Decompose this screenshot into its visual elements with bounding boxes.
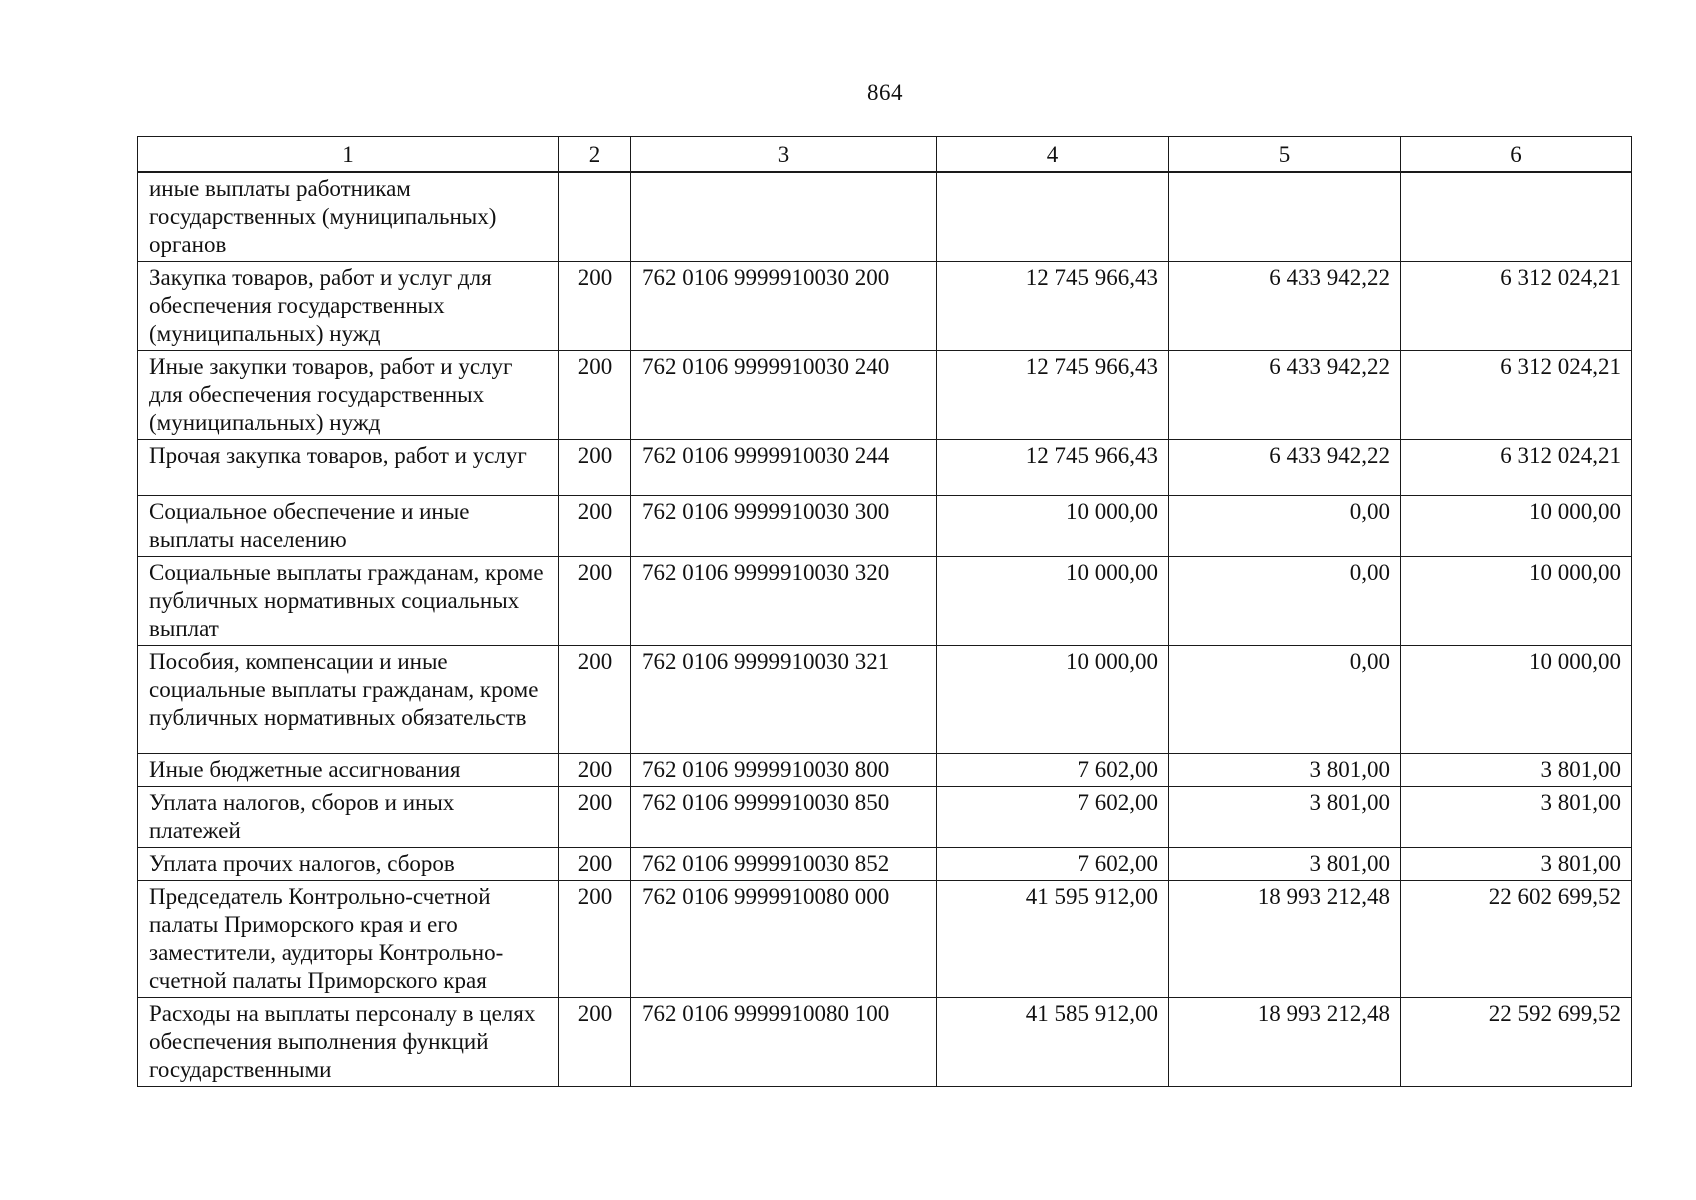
row-value-col5: 0,00 [1169, 496, 1401, 557]
column-header: 1 [138, 137, 559, 173]
row-value-col5: 18 993 212,48 [1169, 998, 1401, 1087]
table-row [138, 557, 1632, 646]
row-code-cell: 762 0106 9999910030 850 [631, 787, 937, 848]
row-code-cell: 762 0106 9999910080 000 [631, 881, 937, 998]
row-name-cell: Социальное обеспечение и иные выплаты населению [138, 496, 559, 557]
row-value-col5: 6 433 942,22 [1169, 440, 1401, 496]
row-value-col4: 41 595 912,00 [937, 881, 1169, 998]
row-value-col5: 0,00 [1169, 557, 1401, 646]
row-name-cell: Уплата прочих налогов, сборов [138, 848, 559, 881]
column-header: 4 [937, 137, 1169, 173]
row-value-col6: 6 312 024,21 [1401, 351, 1632, 440]
row-value-col6: 22 602 699,52 [1401, 881, 1632, 998]
row-admin-cell: 200 [559, 351, 631, 440]
row-name-cell: Расходы на выплаты персоналу в целях обеспечения выполнения функций государственными [138, 998, 559, 1087]
table-row [138, 351, 1632, 440]
row-value-col5: 6 433 942,22 [1169, 351, 1401, 440]
row-code-cell: 762 0106 9999910030 321 [631, 646, 937, 754]
row-value-col5: 3 801,00 [1169, 787, 1401, 848]
table-row [138, 754, 1632, 787]
row-value-col5: 18 993 212,48 [1169, 881, 1401, 998]
row-admin-cell: 200 [559, 496, 631, 557]
row-admin-cell: 200 [559, 440, 631, 496]
column-header: 2 [559, 137, 631, 173]
row-admin-cell: 200 [559, 646, 631, 754]
row-name-cell: иные выплаты работникам государственных (муниципальных) органов [138, 172, 559, 262]
row-value-col4: 7 602,00 [937, 787, 1169, 848]
table-row [138, 646, 1632, 754]
row-value-col4: 7 602,00 [937, 848, 1169, 881]
row-admin-cell [559, 172, 631, 262]
page-number: 864 [867, 80, 903, 105]
row-name-cell: Председатель Контрольно-счетной палаты Приморского края и его заместители, аудиторы Контрольно-счетной палаты Приморского края [138, 881, 559, 998]
row-value-col5: 3 801,00 [1169, 754, 1401, 787]
row-code-cell: 762 0106 9999910030 240 [631, 351, 937, 440]
row-value-col5: 3 801,00 [1169, 848, 1401, 881]
table-row [138, 787, 1632, 848]
row-code-cell: 762 0106 9999910030 300 [631, 496, 937, 557]
row-value-col4 [937, 172, 1169, 262]
row-value-col4: 10 000,00 [937, 496, 1169, 557]
row-code-cell [631, 172, 937, 262]
row-code-cell: 762 0106 9999910030 244 [631, 440, 937, 496]
row-value-col6: 3 801,00 [1401, 787, 1632, 848]
row-value-col4: 12 745 966,43 [937, 351, 1169, 440]
row-value-col6: 10 000,00 [1401, 646, 1632, 754]
table-row [138, 848, 1632, 881]
row-admin-cell: 200 [559, 754, 631, 787]
row-value-col5: 0,00 [1169, 646, 1401, 754]
row-code-cell: 762 0106 9999910080 100 [631, 998, 937, 1087]
row-value-col6: 22 592 699,52 [1401, 998, 1632, 1087]
row-name-cell: Пособия, компенсации и иные социальные выплаты гражданам, кроме публичных нормативных обязательств [138, 646, 559, 754]
table-row [138, 998, 1632, 1087]
row-value-col4: 7 602,00 [937, 754, 1169, 787]
table-row [138, 440, 1632, 496]
column-header: 3 [631, 137, 937, 173]
table-row [138, 262, 1632, 351]
row-name-cell: Социальные выплаты гражданам, кроме публичных нормативных социальных выплат [138, 557, 559, 646]
column-header: 5 [1169, 137, 1401, 173]
table-row [138, 496, 1632, 557]
header-row [138, 137, 1632, 173]
row-value-col4: 12 745 966,43 [937, 440, 1169, 496]
row-name-cell: Прочая закупка товаров, работ и услуг [138, 440, 559, 496]
row-value-col5: 6 433 942,22 [1169, 262, 1401, 351]
row-value-col6: 3 801,00 [1401, 848, 1632, 881]
row-value-col6: 6 312 024,21 [1401, 262, 1632, 351]
row-admin-cell: 200 [559, 881, 631, 998]
budget-table [137, 136, 1632, 1087]
row-value-col6: 10 000,00 [1401, 496, 1632, 557]
column-header: 6 [1401, 137, 1632, 173]
row-value-col4: 10 000,00 [937, 557, 1169, 646]
row-code-cell: 762 0106 9999910030 800 [631, 754, 937, 787]
row-name-cell: Иные закупки товаров, работ и услуг для обеспечения государственных (муниципальных) нужд [138, 351, 559, 440]
row-name-cell: Иные бюджетные ассигнования [138, 754, 559, 787]
table-row [138, 881, 1632, 998]
row-admin-cell: 200 [559, 557, 631, 646]
row-value-col4: 12 745 966,43 [937, 262, 1169, 351]
row-value-col5 [1169, 172, 1401, 262]
row-value-col4: 10 000,00 [937, 646, 1169, 754]
row-name-cell: Уплата налогов, сборов и иных платежей [138, 787, 559, 848]
row-value-col4: 41 585 912,00 [937, 998, 1169, 1087]
row-code-cell: 762 0106 9999910030 852 [631, 848, 937, 881]
row-value-col6: 3 801,00 [1401, 754, 1632, 787]
row-name-cell: Закупка товаров, работ и услуг для обеспечения государственных (муниципальных) нужд [138, 262, 559, 351]
row-admin-cell: 200 [559, 262, 631, 351]
row-admin-cell: 200 [559, 848, 631, 881]
row-admin-cell: 200 [559, 998, 631, 1087]
row-code-cell: 762 0106 9999910030 320 [631, 557, 937, 646]
row-value-col6 [1401, 172, 1632, 262]
row-admin-cell: 200 [559, 787, 631, 848]
table-row [138, 172, 1632, 262]
row-code-cell: 762 0106 9999910030 200 [631, 262, 937, 351]
row-value-col6: 10 000,00 [1401, 557, 1632, 646]
row-value-col6: 6 312 024,21 [1401, 440, 1632, 496]
